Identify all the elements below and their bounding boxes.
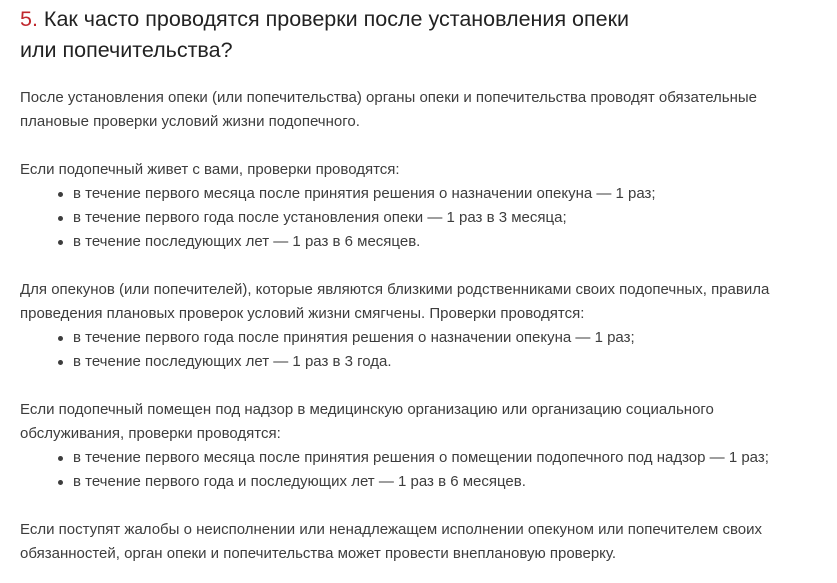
bullet-icon — [58, 240, 63, 245]
section-number: 5. — [20, 7, 38, 31]
section-heading — [20, 0, 827, 66]
list-item: в течение первого месяца после принятия решения о помещении подопечного под надзор — 1 раз; — [58, 446, 827, 470]
list-item: в течение первого года после принятия решения о назначении опекуна — 1 раз; — [58, 326, 827, 350]
bullet-icon — [58, 480, 63, 485]
list-item: в течение первого года и последующих лет — 1 раз в 6 месяцев. — [58, 470, 827, 494]
relatives-list — [20, 326, 827, 374]
relatives-line-2: проведения плановых проверок условий жизни смягчены. Проверки проводятся: — [20, 305, 585, 322]
supervision-list — [20, 446, 827, 494]
intro-line-1: После установления опеки (или попечительства) органы опеки и попечительства проводят обязательные — [20, 89, 758, 106]
complaints-section — [20, 518, 827, 566]
supervision-section — [20, 398, 827, 494]
heading-line-1: Как часто проводятся проверки после установления опеки — [43, 7, 630, 31]
living-lead: Если подопечный живет с вами, проверки проводятся: — [20, 161, 400, 178]
bullet-icon — [58, 216, 63, 221]
complaints-line-1: Если поступят жалобы о неисполнении или ненадлежащем исполнении опекуном или попечителем своих — [20, 521, 763, 538]
list-item: в течение последующих лет — 1 раз в 6 месяцев. — [58, 230, 827, 254]
list-item: в течение последующих лет — 1 раз в 3 года. — [58, 350, 827, 374]
bullet-icon — [58, 456, 63, 461]
complaints-line-2: обязанностей, орган опеки и попечительства может провести внеплановую проверку. — [20, 545, 617, 562]
relatives-section — [20, 278, 827, 374]
bullet-icon — [58, 192, 63, 197]
living-with-you-section — [20, 158, 827, 254]
supervision-line-2: обслуживания, проверки проводятся: — [20, 425, 281, 442]
intro-line-2: плановые проверки условий жизни подопечного. — [20, 113, 360, 130]
bullet-icon — [58, 336, 63, 341]
list-item: в течение первого месяца после принятия решения о назначении опекуна — 1 раз; — [58, 182, 827, 206]
heading-line-2: или попечительства? — [20, 38, 233, 62]
living-list — [20, 182, 827, 254]
list-item: в течение первого года после установления опеки — 1 раз в 3 месяца; — [58, 206, 827, 230]
relatives-line-1: Для опекунов (или попечителей), которые являются близкими родственниками своих подопечных, правила — [20, 281, 770, 298]
bullet-icon — [58, 360, 63, 365]
intro-paragraph — [20, 86, 827, 134]
supervision-line-1: Если подопечный помещен под надзор в медицинскую организацию или организацию социального — [20, 401, 714, 418]
